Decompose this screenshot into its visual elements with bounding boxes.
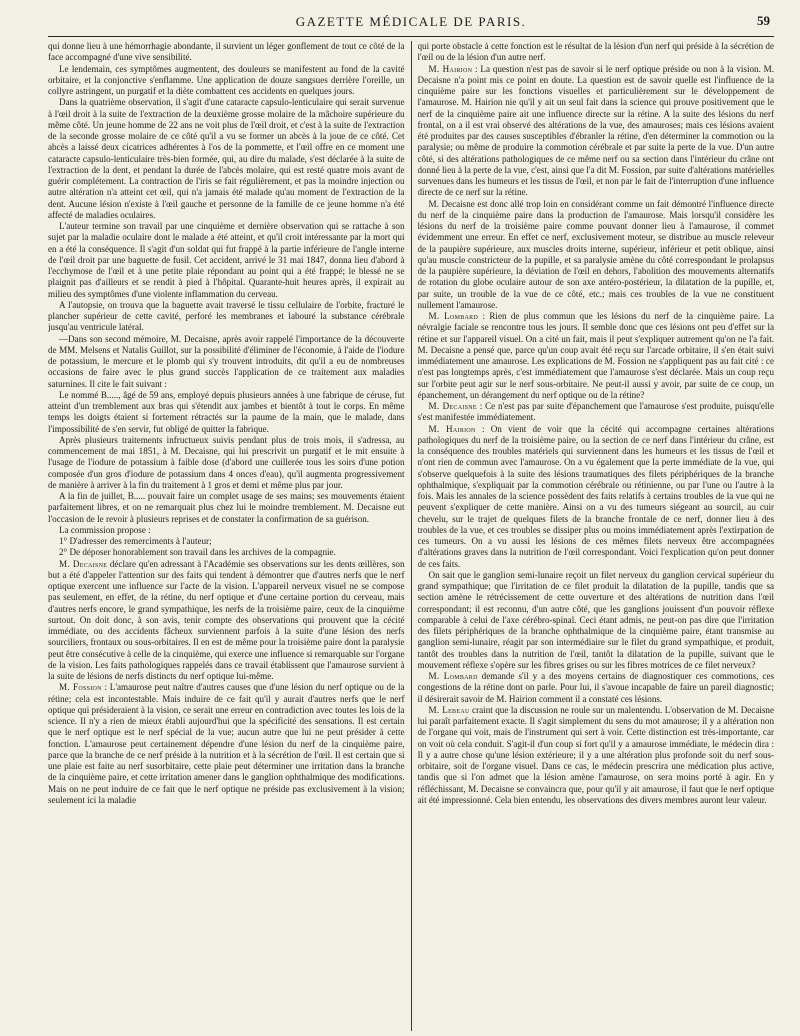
paragraph — [48, 559, 405, 683]
paragraph-text: A la fin de juillet, B..... pouvait faire un complet usage de ses mains; ses mouvements étaient parfaitement libres, et on ne remarquait plus chez lui le moindre tremblement. M. Decaisne eut l'occasion de le revoir à plusieurs reprises et de constater la confirmation de sa guérison. — [48, 491, 405, 524]
paragraph — [48, 41, 405, 64]
paragraph-text: : La question n'est pas de savoir si le nerf optique préside ou non à la vision. M. Decaisne n'a point mis ce point en doute. La question est de savoir quelle est l'influence de la cinquième paire sur les fonctions visuelles et particulièrement sur le développement de l'amaurose. M. Hairion nie qu'il y ait un seul fait dans la science qui prouve positivement que le nerf de la cinquième paire ait une influence directe sur la rétine. A la suite des lésions du nerf frontal, on a il est vrai observé des altérations de la vue, des amauroses; mais ces lésions avaient été produites par des causes susceptibles d'ébranler la rétine, d'en déterminer la commotion ou la paralysie; ou même de produire la commotion cérébrale et par suite la perte de la vue. D'un autre côté, si des altérations pathologiques de ce même nerf ou sa section dans l'intérieur du crâne ont donné lieu à la perte de la vue, c'est, ainsi que l'a dit M. Fossion, par suite d'altérations matérielles survenues dans les humeurs et les tissus de l'œil, et non par le fait de l'interruption d'une influence directe de ce nerf sur la rétine. — [417, 63, 775, 198]
paragraph-text: Le nommé B....., âgé de 59 ans, employé depuis plusieurs années à une fabrique de céruse, fut atteint d'un tremblement aux bras qui s'étendit aux jambes et bientôt à tout le corps. En même temps les doigts étaient si fortement rétractés sur la paume de la main, que le malade, dans l'impossibilité de s'en servir, fut obligé de quitter la fabrique. — [48, 389, 405, 434]
paragraph — [48, 64, 405, 98]
speaker-name: M. Fossion — [59, 682, 102, 693]
paragraph — [418, 705, 775, 806]
column-rule — [411, 41, 412, 1031]
paragraph-text: M. Decaisne est donc allé trop loin en considérant comme un fait démontré l'influence directe du nerf de la cinquième paire dans la production de l'amaurose. Mais lorsqu'il considère les lésions du nerf de la troisième paire comme pouvant donner lieu à l'amaurose, il commet évidemment une erreur. En effet ce nerf, exclusivement moteur, se distribue au muscle releveur de la paupière supérieure, aux muscles droits interne, supérieur, inférieur et petit oblique, ainsi qu'au muscle constricteur de la pupille, et sa paralysie amène du côté correspondant le prolapsus de la paupière supérieure, la déviation de l'œil en dehors, l'abolition des mouvements alternatifs de rotation du globe oculaire autour de son axe antéro-postérieur, la dilatation de la pupille, et, par suite, un trouble de la vue de ce côté, etc.; mais ces troubles de la vue ne constituent nullement l'amaurose. — [417, 198, 775, 310]
paragraph — [48, 682, 405, 806]
paragraph — [418, 41, 775, 64]
paragraph-text: 1° D'adresser des remerciments à l'auteur; — [59, 536, 212, 546]
paragraph-text: : Rien de plus commun que les lésions du nerf de la cinquième paire. La névralgie faciale se rencontre tous les jours. Il semble donc que ces lésions ont peu d'effet sur la rétine et sur l'appareil visuel. On a cité un fait, mais il peut s'expliquer autrement qu'on ne l'a fait. M. Decaisne a pensé que, parce qu'un coup avait été reçu sur l'arcade orbitaire, il s'en était suivi immédiatement une amaurose. Les explications de M. Fossion ne s'appliquent pas au fait cité : ce n'est pas longtemps après, c'est immédiatement que l'amaurose s'est déclarée. Mais un coup reçu sur l'orbite peut agir sur le nerf sous-orbitaire. Ne peut-il aussi y avoir, par suite de ce coup, un épanchement, un dérangement du nerf optique ou de la rétine? — [417, 311, 775, 400]
paragraph-text: qui porte obstacle à cette fonction est le résultat de la lésion d'un nerf qui préside à la sécrétion de l'œil ou de la lésion d'un autre nerf. — [417, 41, 775, 63]
paragraph-text: On sait que le ganglion semi-lunaire reçoit un filet nerveux du ganglion cervical supérieur du grand sympathique; que l'irritation de ce filet produit la dilatation de la pupille, tandis que sa section amène le rétrécissement de cette ouverture et des altérations de nutrition dans l'œil correspondant; il est reconnu, d'un autre côté, que les ganglions jouissent d'un pouvoir réflexe comparable à celui de l'axe cérébro-spinal. Ceci étant admis, ne peut-on pas dire que l'irritation des filets périphériques de la branche ophthalmique de la cinquième paire, étant transmise au ganglion semi-lunaire, réagit par son intermédiaire sur le filet du grand sympathique, et produit, tantôt des troubles dans la nutrition de l'œil, tantôt la dilatation de la pupille, suivant que le mouvement réflexe s'opère sur les fibres grises ou sur les fibres motrices de ce filet nerveux? — [417, 569, 775, 670]
paragraph — [418, 424, 775, 570]
paragraph — [418, 64, 775, 199]
paragraph — [48, 491, 405, 525]
speaker-name: M. Decaisne — [59, 558, 108, 569]
paragraph — [48, 97, 405, 221]
paragraph — [48, 525, 405, 536]
page-number: 59 — [757, 13, 770, 28]
speaker-name: M. Decaisne — [428, 401, 477, 411]
speaker-name: M. Lombard — [428, 311, 479, 321]
journal-title: GAZETTE MÉDICALE DE PARIS. — [295, 14, 527, 29]
paragraph-text: A l'autopsie, on trouva que la baguette avait traversé le tissu cellulaire de l'orbite, fracturé le plancher supérieur de cette cavité, perforé les membranes et labouré la substance cérébrale jusqu'au ventricule latéral. — [48, 299, 405, 333]
speaker-name: M. Hairion — [428, 423, 476, 434]
paragraph-text: Après plusieurs traitements infructueux suivis pendant plus de trois mois, il s'adressa, au commencement de mai 1851, à M. Decaisne, qui lui prescrivit un purgatif et le mit ensuite à l'usage de l'iodure de potassium à faible dose (d'abord une cuillerée tous les soirs d'une potion composée d'un gros d'iodure de potassium dans 4 onces d'eau), qu'il augmenta progressivement de manière à arriver à la fin du traitement à 1 gros et demi et même plus par jour. — [48, 434, 405, 490]
speaker-name: M. Lebeau — [428, 704, 470, 715]
paragraph — [48, 300, 405, 334]
paragraph-text: Le lendemain, ces symptômes augmentent, des douleurs se manifestent au fond de la cavité orbitaire, et la conjonctive s'enflamme. Une application de douze sangsues derrière l'oreille, un collyre astringent, un purgatif et la diète combattent ces accidents en quelques jours. — [48, 63, 405, 96]
paragraph — [48, 435, 405, 491]
paragraph — [418, 311, 775, 401]
paragraph-text: demande s'il y a des moyens certains de diagnostiquer ces commotions, ces congestions de la rétine dont on parle. Pour lui, il s'avoue incapable de faire un pareil diagnostic; il désirerait savoir de M. Hairion comment il a constaté ces lésions. — [417, 671, 775, 704]
paragraph-text: : Ce n'est pas par suite d'épanchement que l'amaurose s'est produite, puisqu'elle s'est manifestée immédiatement. — [417, 401, 775, 423]
paragraph — [48, 390, 405, 435]
page-header — [48, 12, 774, 37]
paragraph — [48, 221, 405, 300]
paragraph-text: —Dans son second mémoire, M. Decaisne, après avoir rappelé l'importance de la découverte de MM. Melsens et Natalis Guillot, sur la possibilité d'éliminer de l'économie, à l'aide de l'iodure de potassium, le mercure et le plomb qui s'y trouvent introduits, dit qu'il a eu de nombreuses occasions de faire avec le plus grand succès l'application de ce traitement aux maladies saturnines. Il cite le fait suivant : — [48, 333, 405, 389]
paragraph-text: craint que la discussion ne roule sur un malentendu. L'observation de M. Decaisne lui paraît parfaitement exacte. Il s'agit simplement du sens du mot amaurose; il y a altération non de l'organe qui voit, mais de l'instrument qui sert à voir. Cette distinction est très-importante, car on voit où cela conduit. S'agit-il d'un coup si fort qu'il y a amaurose immédiate, le médecin dira : Il y a autre chose qu'une lésion extérieure; il y a une altération plus profonde soit du nerf sous-orbitaire, soit de l'organe visuel. Dans ce cas, le médecin prescrira une médication plus active, tandis que si l'on admet que la lésion amène l'amaurose, on sera moins porté à agir. En y réfléchissant, M. Decaisne se convaincra que, pour qu'il y ait amaurose, il faut que le nerf optique ait été impressionné. Cela bien entendu, les observations des divers membres auront leur valeur. — [417, 704, 775, 805]
paragraph-text: Dans la quatrième observation, il s'agit d'une cataracte capsulo-lenticulaire qui serait survenue à l'œil droit à la suite de l'extraction de la deuxième grosse molaire de la mâchoire supérieure du même côté. Un jeune homme de 22 ans ne voit plus de l'œil droit, et c'est à la suite de l'extraction de la seconde grosse molaire de ce côté qu'il a vu se former un abcès à la joue de ce côté. Cet abcès a laissé deux cicatrices adhérentes à l'os de la pommette, et l'œil offre en ce moment une cataracte capsulo-lenticulaire très-bien formée, qui, au dire du malade, s'est déclarée à la suite de l'extraction de la dent, et pendant la durée de l'abcès molaire, qui est resté quatre mois avant de guérir complétement. La contraction de l'iris se fait régulièrement, et pas la moindre injection ou autre altération n'a atteint cet œil, qui n'a jamais été malade qu'au moment de l'extraction de la dent. Aucune lésion n'existe à l'œil gauche et personne de la famille de ce jeune homme n'a été affecté de maladies oculaires. — [48, 97, 405, 220]
paragraph — [418, 199, 775, 312]
left-column — [48, 41, 405, 1031]
right-column — [418, 41, 775, 1031]
paragraph-text: L'auteur termine son travail par une cinquième et dernière observation qui se rattache à son sujet par la maladie oculaire dont le malade a été atteint, et qu'il croit intéressante par la mort qui en a été la conséquence. Il s'agit d'un soldat qui fut frappé à la partie inférieure de l'angle interne de l'œil droit par une baguette de fusil. Cet accident, arrivé le 31 mai 1847, donna lieu d'abord à l'ecchymose de l'œil et à une petite plaie répondant au point qui a été frappé; le blessé ne se plaignit pas d'ailleurs et se rendit à pied à l'hôpital. Quarante-huit heures après, il expirait au milieu des symptômes d'une violente inflammation du cerveau. — [48, 221, 405, 299]
paragraph-text: 2° De déposer honorablement son travail dans les archives de la compagnie. — [59, 547, 336, 558]
paragraph-text: qui donne lieu à une hémorrhagie abondante, il survient un léger gonflement de tout ce côté de la face accompagné d'une vive sensibilité. — [48, 41, 405, 63]
paragraph-text: : L'amaurose peut naître d'autres causes que d'une lésion du nerf optique ou de la rétine; cela est incontestable. Mais induire de ce fait qu'il y aurait d'autres nerfs que le nerf optique qui présideraient à la vision, ce serait une erreur en contradiction avec toutes les lois de la science. Il n'y a rien de mieux établi aujourd'hui que la spécificité des sensations. Il est certain que le nerf optique est le nerf spécial de la vue; aucun autre que lui ne peut présider à cette fonction. L'amaurose peut certainement dépendre d'une lésion du nerf de la cinquième paire, parce que la branche de ce nerf préside à la nutrition et à la sécrétion de l'œil. Il est certain que si une plaie est faite au nerf susorbitaire, cette plaie peut déterminer une irritation dans la branche de la cinquième paire, et cette irritation amener dans le ganglion ophthalmique des modifications. Mais on ne peut induire de ce fait que le nerf optique ne préside pas exclusivement à la vision; seulement ici la maladie — [48, 682, 405, 805]
paragraph-text: : On vient de voir que la cécité qui accompagne certaines altérations pathologiques du nerf de la troisième paire, ou la section de ce nerf dans l'intérieur du crâne, est la conséquence des troubles matériels qui surviennent dans les humeurs et les tissus de l'œil et n'ont rien de commun avec l'amaurose. On a vu également que la perte immédiate de la vue, qui s'observe quelquefois à la suite des lésions traumatiques des filets périphériques de la branche ophthalmique, s'expliquait par la commotion cérébrale ou rétinienne, ou par l'une ou l'autre à la fois. Mais les annales de la science possèdent des faits relatifs à certains troubles de la vue qui ne peuvent s'expliquer de cette manière. Ainsi on a vu des tumeurs siégeant au sourcil, au cuir chevelu, sur le trajet de quelques filets de la branche frontale de ce nerf, donner lieu à des troubles de la vue, et ces troubles se dissiper plus ou moins immédiatement après l'extirpation de ces tumeurs. On a vu aussi les lésions de ces mêmes filets nerveux être accompagnées d'altérations graves dans la nutrition de l'œil correspondant. Voici l'explication qu'on peut donner de ces faits. — [417, 423, 775, 569]
paragraph — [418, 570, 775, 671]
paragraph — [48, 536, 405, 547]
paragraph — [48, 547, 405, 558]
paragraph-text: déclare qu'en adressant à l'Académie ses observations sur les dents œillères, son but a été d'appeler l'attention sur des faits qui tendent à démontrer que d'autres nerfs que le nerf optique exercent une influence sur l'acte de la vision. L'appareil nerveux visuel ne se compose pas seulement, en effet, de la rétine, du nerf optique et d'une certaine portion du cerveau, mais d'autres nerfs encore, le grand sympathique, les nerfs de la troisième paire, ceux de la cinquième surtout. On doit donc, à son avis, tenir compte des observations qui prouvent que la cécité immédiate, ou des accidents fâcheux surviennent parfois à la suite d'une lésion des nerfs sourciliers, frontaux ou sous-orbitaires. Il en est de même pour la troisième paire dont la paralysie peut être consécutive à celle de la cinquième, qui exerce une influence si remarquable sur l'organe de la vision. Les faits pathologiques rappelés dans ce travail établissent que l'amaurose survient à la suite de lésions de nerfs distincts du nerf optique lui-même. — [48, 558, 405, 681]
speaker-name: M. Hairion — [428, 63, 473, 74]
speaker-name: M. Lombard — [428, 671, 478, 681]
paragraph-text: La commission propose : — [59, 524, 151, 535]
paragraph — [418, 401, 775, 424]
paragraph — [48, 334, 405, 390]
paragraph — [418, 671, 775, 705]
two-column-body — [48, 41, 774, 1031]
